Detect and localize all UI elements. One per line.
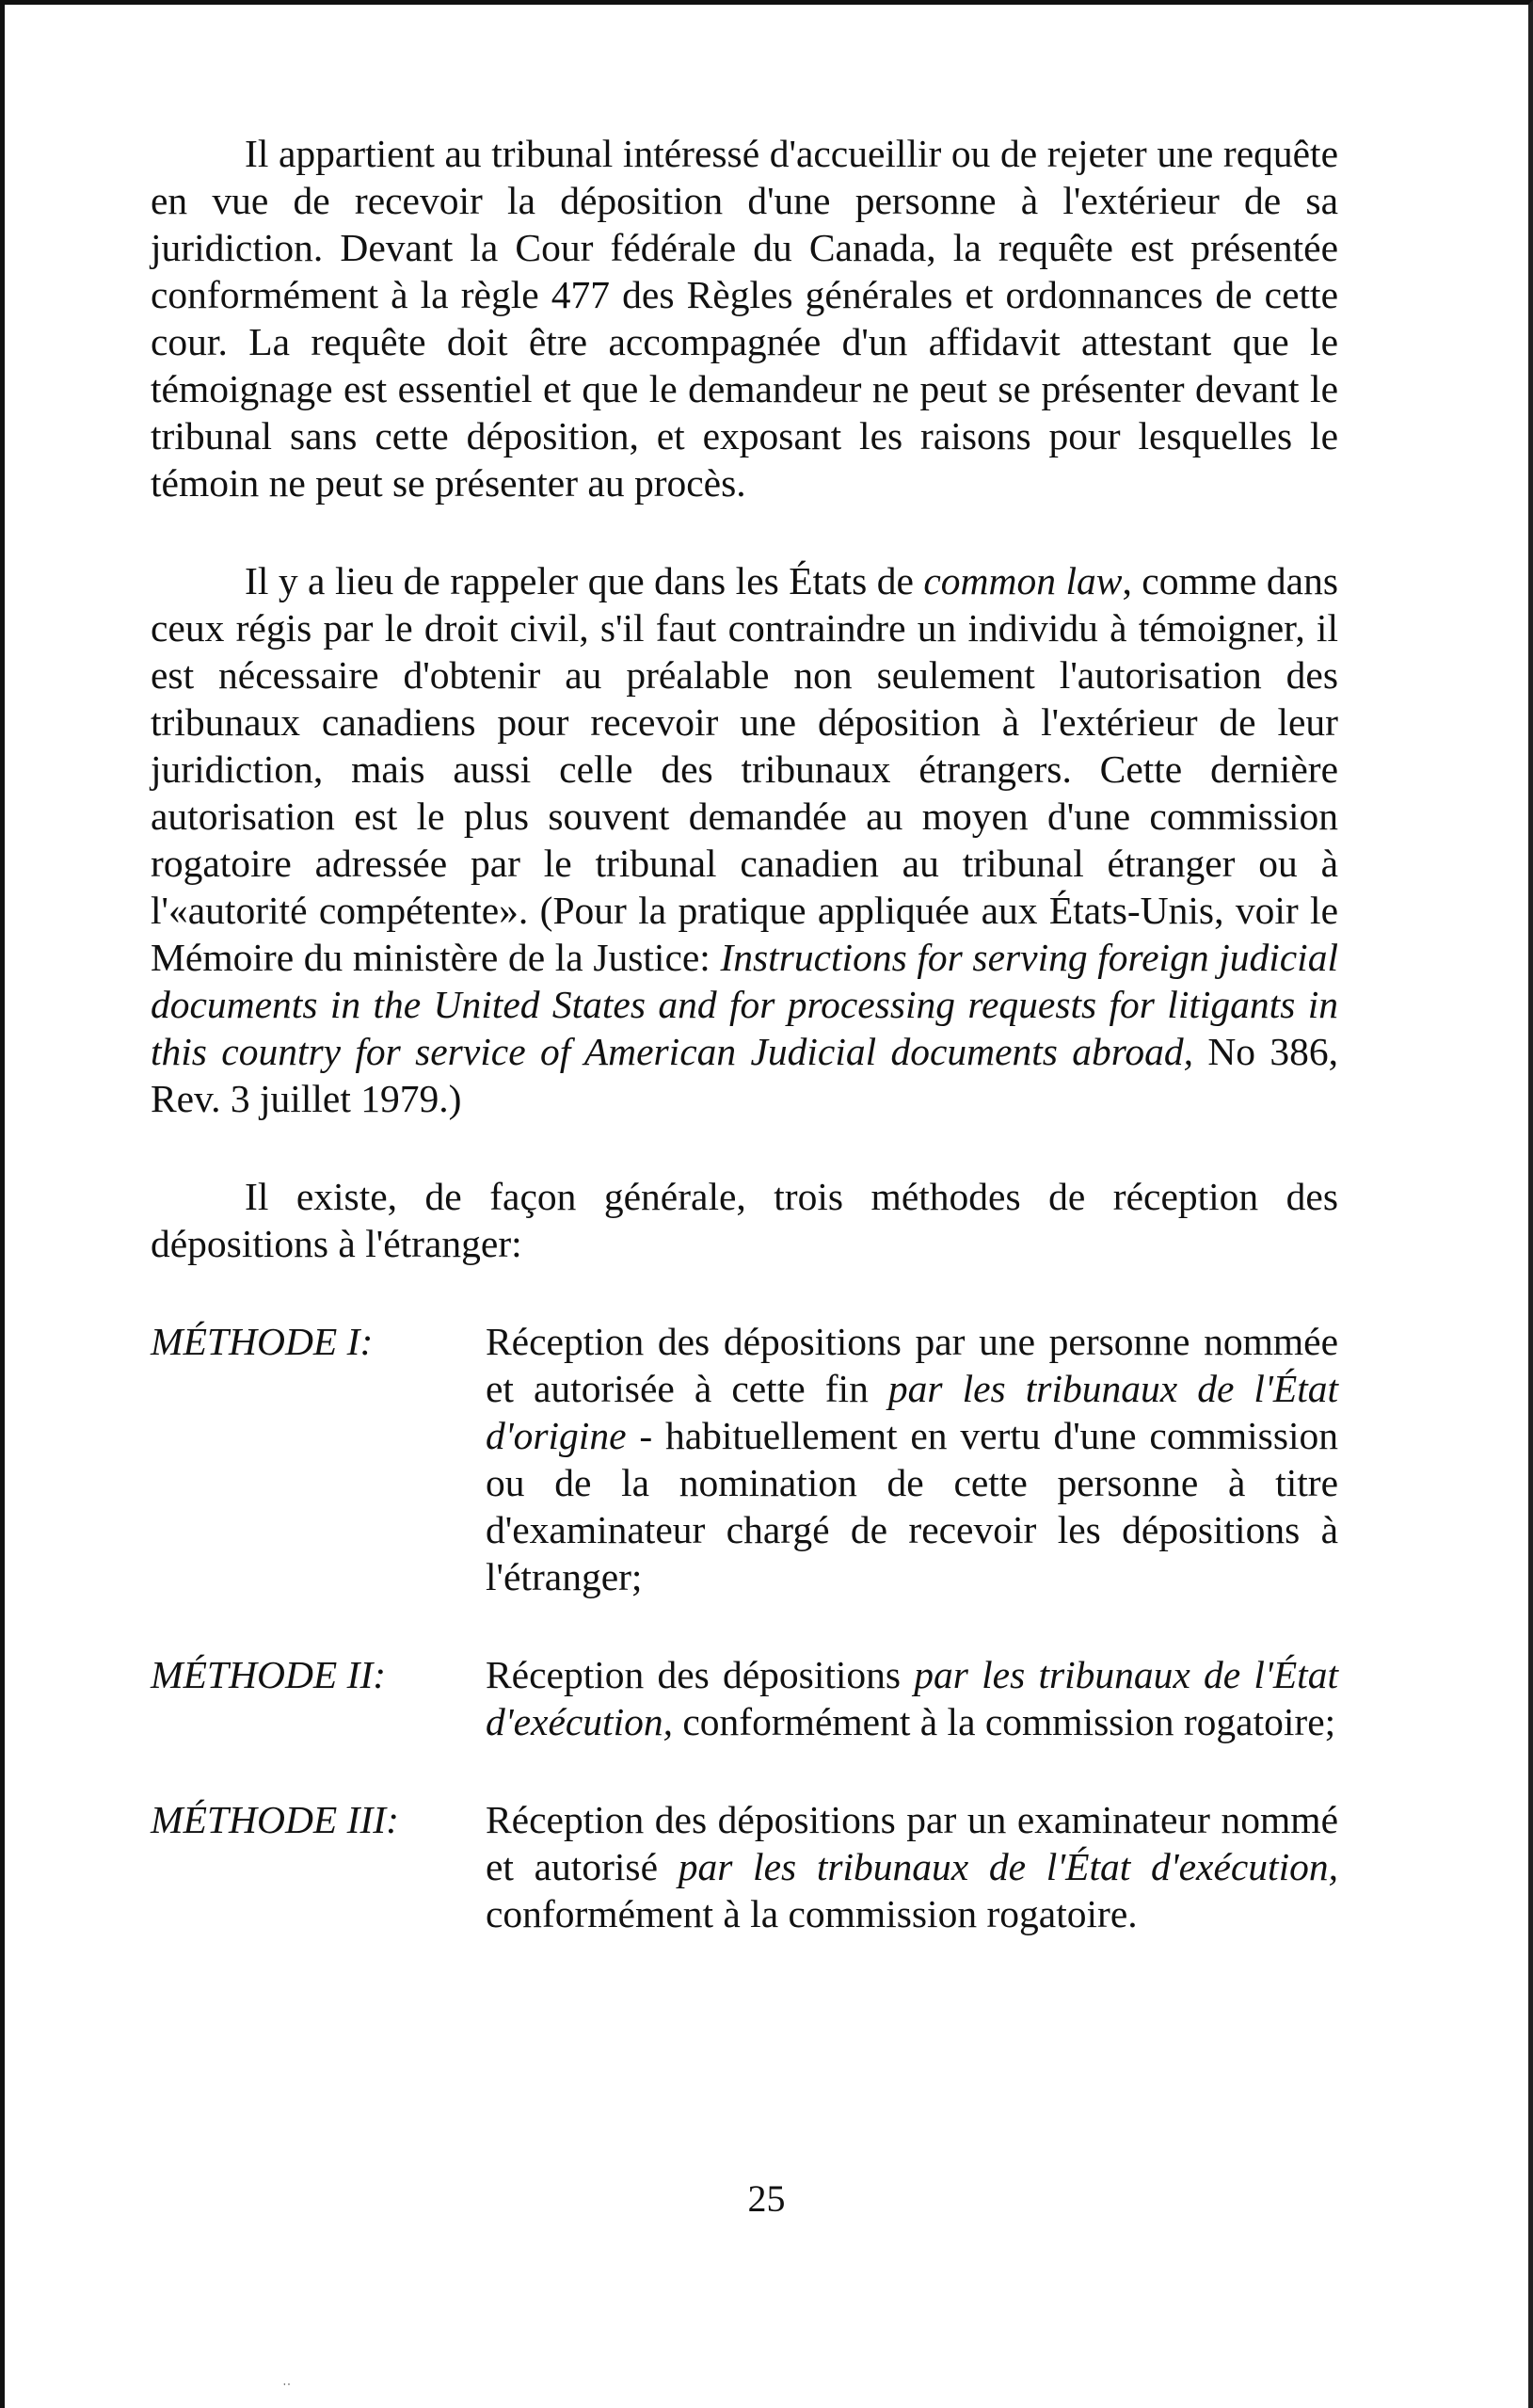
method-item: [151, 1318, 1338, 1600]
paragraph-text: No 386, Rev. 3 juillet 1979.): [151, 1030, 1338, 1120]
paragraph-text: Il y a lieu de rappeler que dans les États de: [245, 559, 924, 602]
method-description: [486, 1651, 1338, 1745]
method-text-part: conformément à la commission rogatoire.: [486, 1892, 1138, 1935]
method-description: [486, 1796, 1338, 1937]
method-text-italic: par les tribunaux de l'État d'exécution,: [486, 1653, 1338, 1743]
method-label: MÉTHODE I:: [151, 1320, 374, 1363]
method-label: MÉTHODE III:: [151, 1798, 399, 1841]
paragraph-requete: [151, 130, 1338, 506]
page-number: 25: [747, 2177, 786, 2220]
paragraph-text: Il existe, de façon générale, trois méthodes de réception des dépositions à l'étranger:: [151, 1175, 1338, 1265]
method-text-part: Réception des dépositions par une personne nommée et autorisée à cette fin: [486, 1320, 1338, 1410]
method-text-part: - habituellement en vertu d'une commission ou de la nomination de cette personne à titre d'examinateur chargé de recevoir les dépositions à l'étranger;: [486, 1414, 1338, 1598]
method-text-part: Réception des dépositions: [486, 1653, 915, 1696]
methods-list: [151, 1318, 1338, 1937]
italic-title: Instructions for serving foreign judicial documents in the United States and for processing requests for litigants in this country for service of American Judicial documents abroad,: [151, 936, 1338, 1073]
paragraph-methodes-intro: [151, 1173, 1338, 1267]
method-text-part: Réception des dépositions par un examinateur nommé et autorisé: [486, 1798, 1338, 1888]
paragraph-text: Il appartient au tribunal intéressé d'accueillir ou de rejeter une requête en vue de recevoir la déposition d'une personne à l'extérieur de sa juridiction. Devant la Cour fédérale du Canada, la requête est présentée conformément à la règle 477 des Règles générales et ordonnances de cette cour. La requête doit être accompagnée d'un affidavit attestant que le témoignage est essentiel et que le demandeur ne peut se présenter devant le tribunal sans cette déposition, et exposant les raisons pour lesquelles le témoin ne peut se présenter au procès.: [151, 132, 1338, 505]
paragraph-common-law: [151, 557, 1338, 1122]
method-item: [151, 1796, 1338, 1937]
italic-term: common law: [923, 559, 1123, 602]
method-text-italic: par les tribunaux de l'État d'origine: [486, 1367, 1338, 1457]
method-description: [486, 1318, 1338, 1600]
method-text-italic: par les tribunaux de l'État d'exécution,: [678, 1845, 1338, 1888]
method-text-part: conformément à la commission rogatoire;: [673, 1700, 1336, 1743]
method-item: [151, 1651, 1338, 1745]
page-body: [151, 130, 1338, 1988]
scan-speck: ˙˙: [282, 2382, 292, 2396]
method-label: MÉTHODE II:: [151, 1653, 387, 1696]
paragraph-text: , comme dans ceux régis par le droit civil, s'il faut contraindre un individu à témoigner, il est nécessaire d'obtenir au préalable non seulement l'autorisation des tribunaux canadiens pour recevoir une déposition à l'extérieur de leur juridiction, mais aussi celle des tribunaux étrangers. Cette dernière autorisation est le plus souvent demandée au moyen d'une commission rogatoire adressée par le tribunal canadien au tribunal étranger ou à l'«autorité compétente». (Pour la pratique appliquée aux États-Unis, voir le Mémoire du ministère de la Justice:: [151, 559, 1338, 979]
